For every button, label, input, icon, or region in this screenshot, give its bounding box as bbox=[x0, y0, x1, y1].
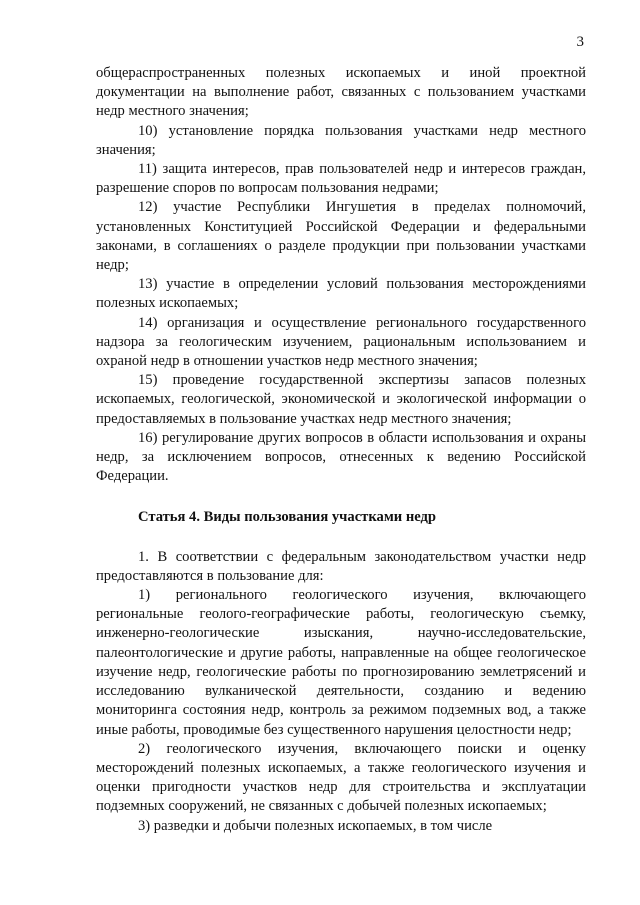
paragraph-subitem-1: 1) регионального геологического изучения, включающего региональные геолого-географические работы, геологическую съемку, инженерно-геологические изыскания, научно-исследовательские, палеонтологические и другие работы, направленные на общее геологическое изучение недр, геологические работы по прогнозированию землетрясений и исследованию вулканической деятельности, созданию и ведению мониторинга состояния недр, контроль за режимом подземных вод, а также иные работы, проводимые без существенного нарушения целостности недр; bbox=[96, 587, 586, 738]
paragraph-item-16: 16) регулирование других вопросов в области использования и охраны недр, за исключением вопросов, отнесенных к ведению Российской Федерации. bbox=[96, 429, 586, 485]
document-body bbox=[96, 64, 586, 836]
paragraph-item-11: 11) защита интересов, прав пользователей недр и интересов граждан, разрешение споров по вопросам пользования недрами; bbox=[96, 161, 586, 197]
paragraph-subitem-3: 3) разведки и добычи полезных ископаемых, в том числе bbox=[138, 817, 493, 834]
paragraph-continuation: общераспространенных полезных ископаемых и иной проектной документации на выполнение работ, связанных с пользованием участками недр местного значения; bbox=[96, 65, 586, 120]
paragraph-item-10: 10) установление порядка пользования участками недр местного значения; bbox=[96, 122, 586, 158]
paragraph-subitem-2: 2) геологического изучения, включающего поиски и оценку месторождений полезных ископаемых, а также геологического изучения и оценки пригодности участков недр для строительства и эксплуатации подземных сооружений, не связанных с добычей полезных ископаемых; bbox=[96, 740, 586, 815]
paragraph-item-14: 14) организация и осуществление регионального государственного надзора за геологическим изучением, рациональным использованием и охраной недр в отношении участков недр местного значения; bbox=[96, 314, 586, 370]
section-before bbox=[96, 64, 586, 486]
paragraph-item-13: 13) участие в определении условий пользования месторождениями полезных ископаемых; bbox=[96, 276, 586, 312]
section-after bbox=[96, 548, 586, 836]
paragraph-item-15: 15) проведение государственной экспертизы запасов полезных ископаемых, геологической, экономической и экологической информации о предоставляемых в пользование участках недр местного значения; bbox=[96, 372, 586, 427]
page-number: 3 bbox=[576, 34, 584, 50]
article-heading: Статья 4. Виды пользования участками недр bbox=[138, 509, 437, 526]
paragraph-item-12: 12) участие Республики Ингушетия в пределах полномочий, установленных Конституцией Российской Федерации и федеральными законами, в соглашениях о разделе продукции при пользовании участками недр; bbox=[96, 199, 586, 274]
paragraph-article-clause-1: 1. В соответствии с федеральным законодательством участки недр предоставляются в пользование для: bbox=[96, 548, 586, 584]
